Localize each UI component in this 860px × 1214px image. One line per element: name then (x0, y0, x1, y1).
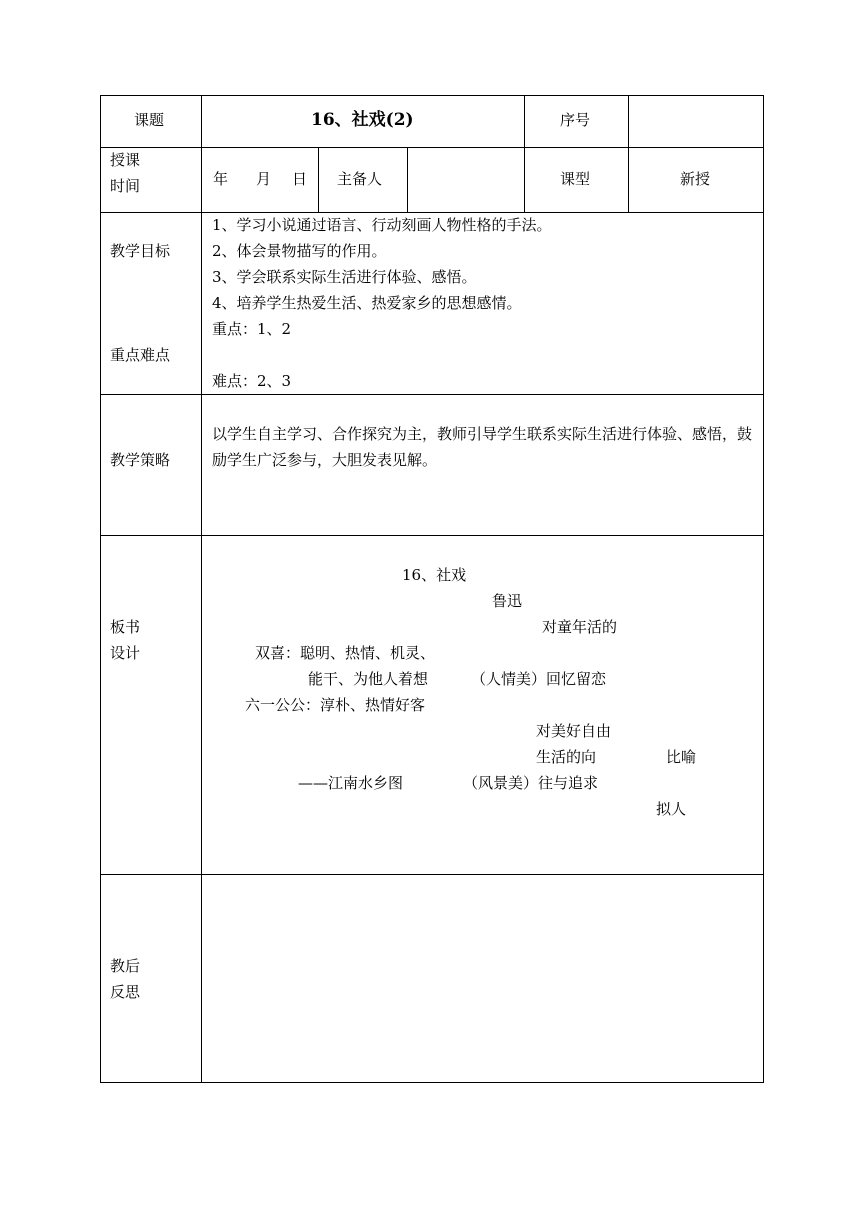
board-line: （人情美）回忆留恋 (471, 670, 607, 688)
table-border-seqval-col (628, 95, 629, 213)
difficult-points: 难点：2、3 (212, 372, 292, 390)
label-class-time-2: 时间 (110, 177, 141, 195)
goal-item: 4、培养学生热爱生活、热爱家乡的思想感情。 (212, 294, 522, 312)
table-border-seq-col (524, 95, 525, 213)
table-border-label-col (201, 95, 202, 1083)
goal-item: 2、体会景物描写的作用。 (212, 242, 387, 260)
board-line: 拟人 (656, 800, 687, 818)
board-line: 比喻 (666, 748, 697, 766)
label-sequence: 序号 (560, 111, 591, 129)
table-border-row3 (100, 394, 764, 395)
table-border-top (100, 95, 764, 96)
board-line: 能干、为他人着想 (308, 670, 429, 688)
table-border-right (763, 95, 764, 1083)
label-preparer: 主备人 (337, 170, 383, 188)
label-board-1: 板书 (110, 618, 141, 636)
label-board-2: 设计 (110, 644, 141, 662)
label-key-difficult: 重点难点 (110, 346, 171, 364)
lesson-title: 16、社戏(2) (311, 110, 414, 130)
label-reflection-2: 反思 (110, 983, 141, 1001)
label-teaching-goals: 教学目标 (110, 242, 171, 260)
label-lesson-type: 课型 (560, 170, 591, 188)
table-border-date-col (318, 147, 319, 213)
board-line: ——江南水乡图 (298, 774, 404, 792)
board-line: 生活的向 (536, 748, 597, 766)
label-reflection-1: 教后 (110, 957, 141, 975)
board-title: 16、社戏 (402, 566, 467, 584)
table-border-preparer-col (407, 147, 408, 213)
goal-item: 3、学会联系实际生活进行体验、感悟。 (212, 268, 477, 286)
table-border-row2 (100, 212, 764, 213)
label-lesson-title: 课题 (134, 111, 165, 129)
goal-item: 1、学习小说通过语言、行动刻画人物性格的手法。 (212, 216, 552, 234)
board-line: （风景美）往与追求 (463, 774, 599, 792)
key-points: 重点：1、2 (212, 320, 292, 338)
board-author: 鲁迅 (492, 592, 523, 610)
lesson-type-value: 新授 (680, 170, 711, 188)
board-line: 双喜：聪明、热情、机灵、 (255, 644, 436, 662)
strategy-text: 以学生自主学习、合作探究为主，教师引导学生联系实际生活进行体验、感悟，鼓励学生广泛参与，大胆发表见解。 (212, 425, 753, 469)
board-line: 六一公公：淳朴、热情好客 (245, 696, 426, 714)
date-month: 月 (256, 170, 272, 188)
table-border-bottom (100, 1082, 764, 1083)
date-year: 年 (213, 170, 229, 188)
date-day: 日 (292, 170, 308, 188)
table-border-row4 (100, 535, 764, 536)
board-line: 对美好自由 (536, 722, 612, 740)
board-line: 对童年活的 (542, 618, 618, 636)
table-border-row5 (100, 874, 764, 875)
table-border-row1 (100, 147, 764, 148)
label-class-time-1: 授课 (110, 151, 141, 169)
table-border-left (100, 95, 101, 1083)
label-teaching-strategy: 教学策略 (110, 451, 171, 469)
